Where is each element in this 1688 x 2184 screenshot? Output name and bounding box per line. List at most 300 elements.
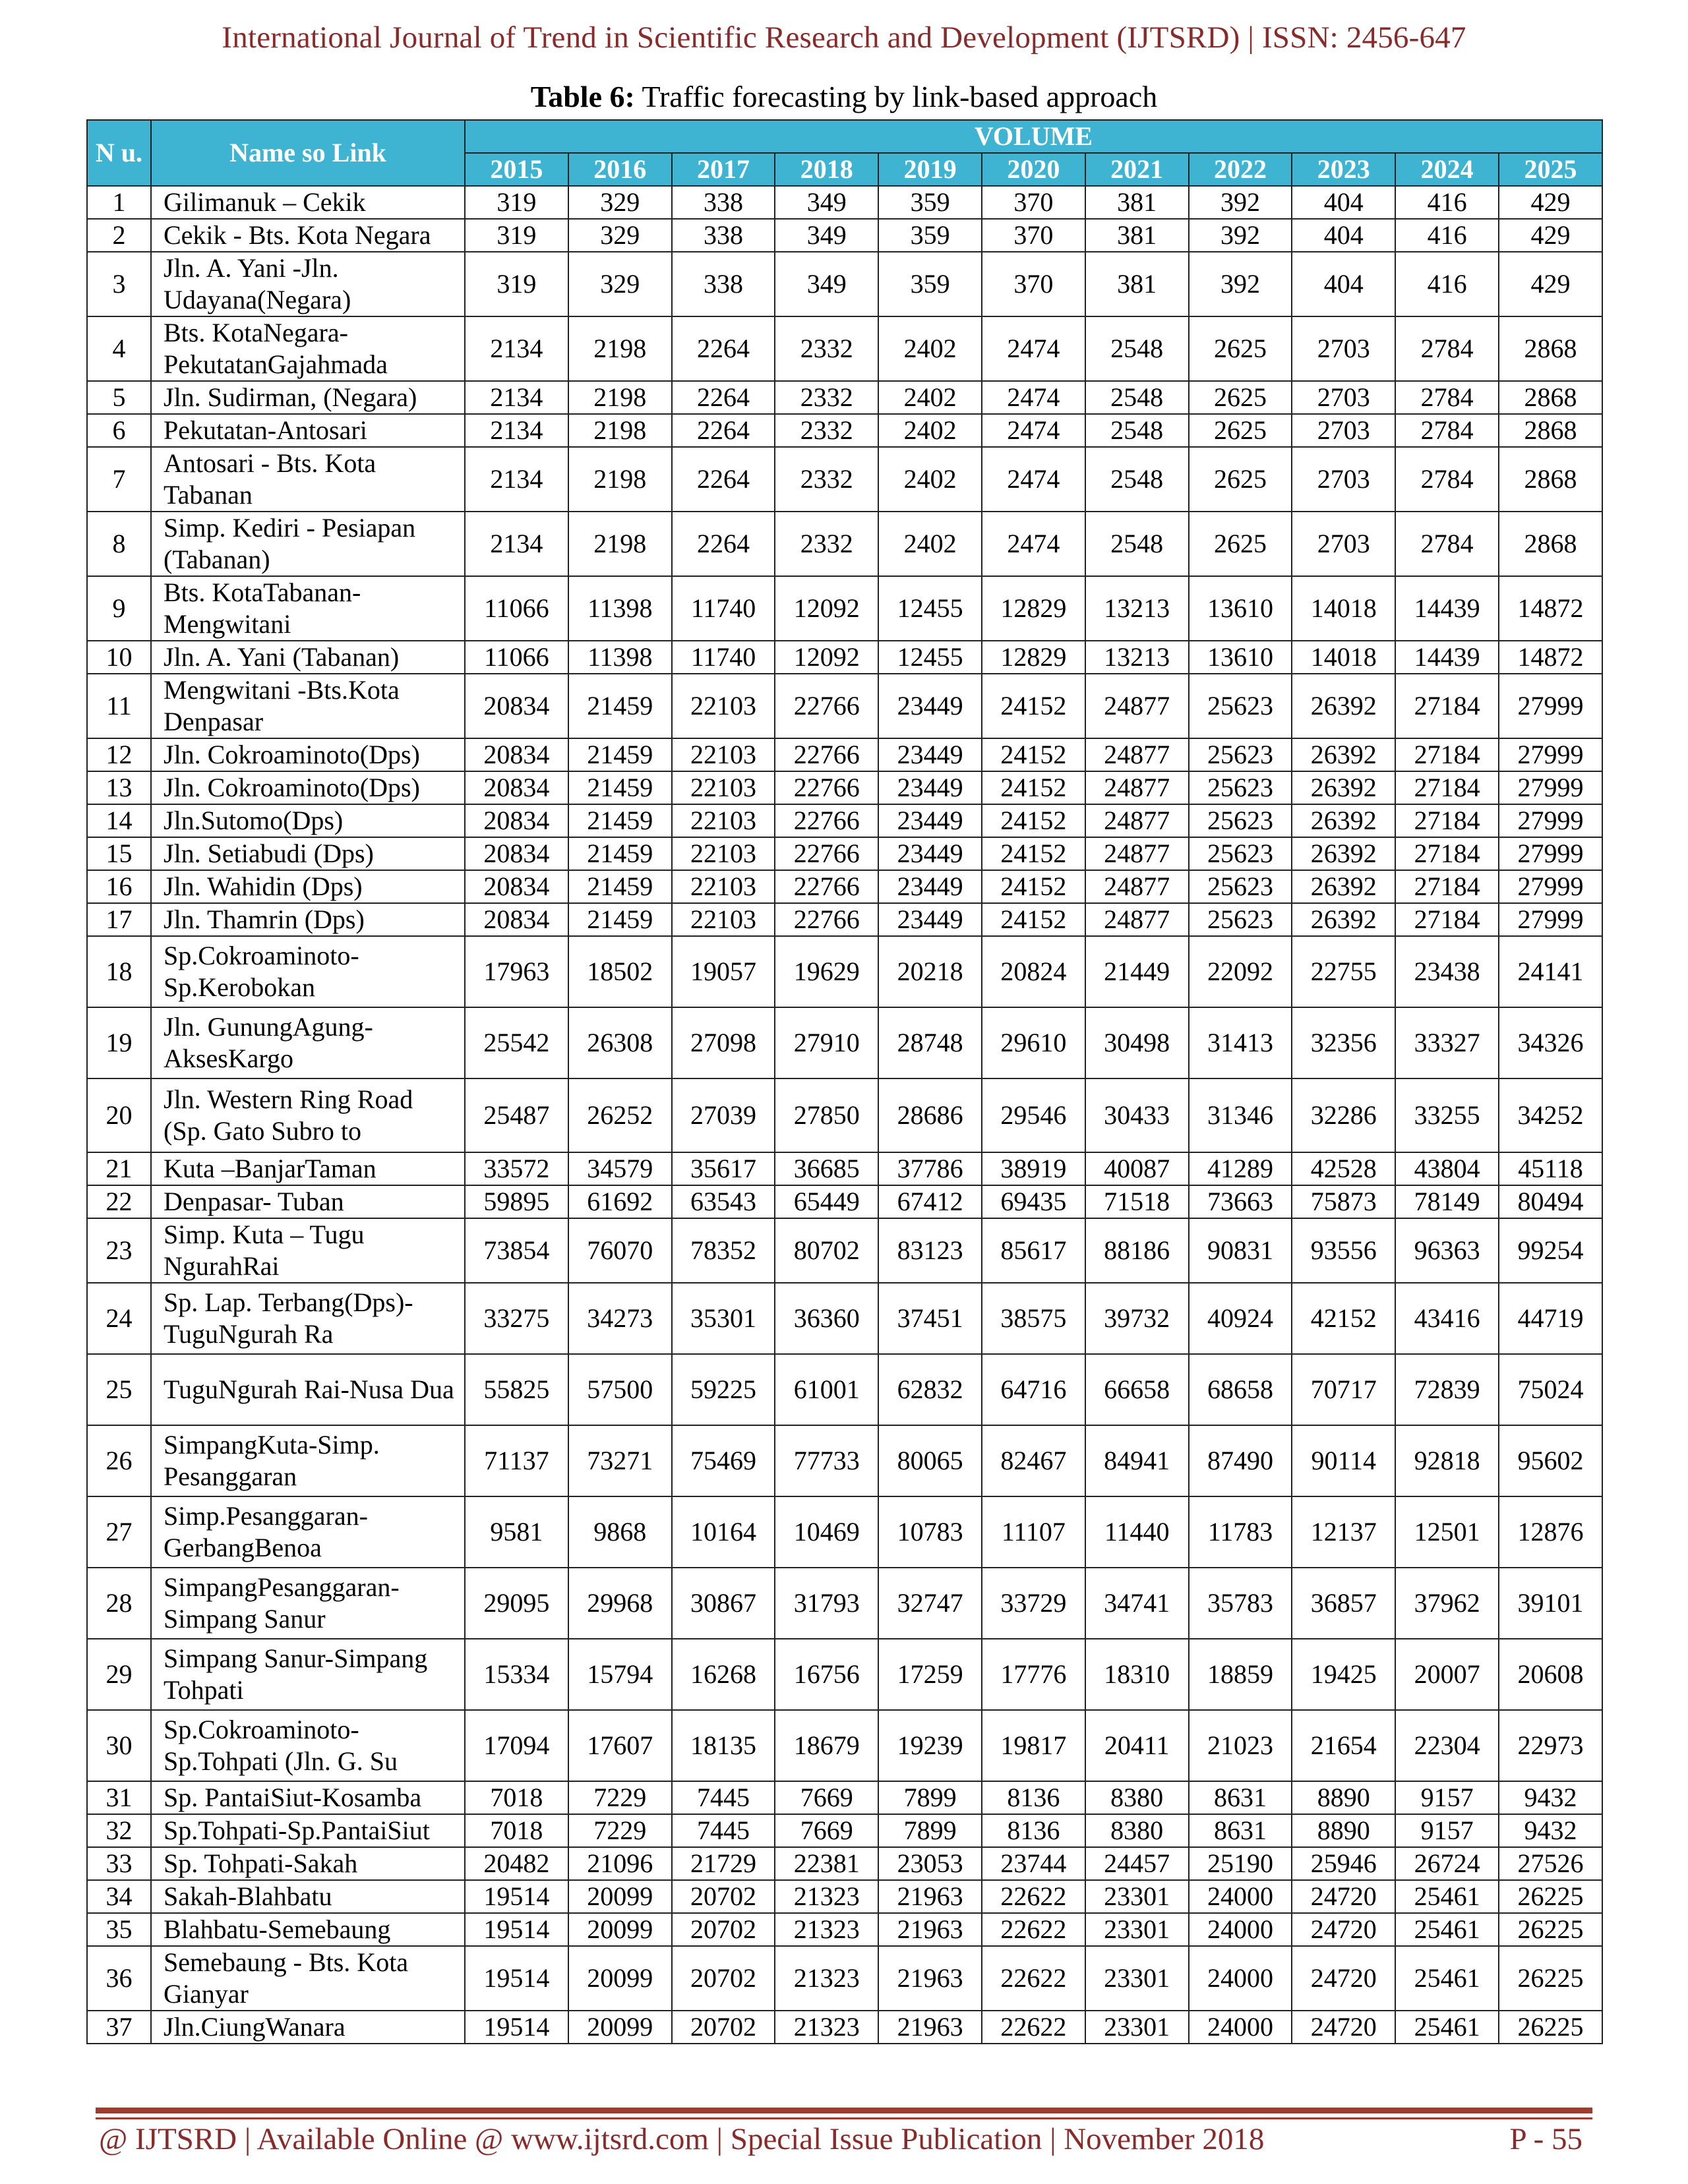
volume-cell: 35301 bbox=[672, 1283, 775, 1354]
year-header: 2021 bbox=[1085, 153, 1189, 186]
table-caption-text: Traffic forecasting by link-based approach bbox=[634, 80, 1158, 113]
volume-cell: 22766 bbox=[775, 738, 878, 771]
volume-cell: 59895 bbox=[465, 1185, 568, 1218]
volume-cell: 36685 bbox=[775, 1152, 878, 1185]
volume-cell: 25461 bbox=[1395, 1913, 1499, 1946]
volume-cell: 20099 bbox=[568, 1880, 672, 1913]
link-name: Gilimanuk – Cekik bbox=[151, 186, 465, 219]
volume-cell: 2625 bbox=[1189, 512, 1292, 576]
volume-cell: 26392 bbox=[1292, 674, 1395, 738]
volume-cell: 18135 bbox=[672, 1710, 775, 1781]
volume-cell: 90831 bbox=[1189, 1218, 1292, 1283]
volume-cell: 2134 bbox=[465, 447, 568, 512]
volume-cell: 73854 bbox=[465, 1218, 568, 1283]
volume-cell: 31413 bbox=[1189, 1007, 1292, 1078]
volume-cell: 26225 bbox=[1499, 1913, 1602, 1946]
volume-cell: 20411 bbox=[1085, 1710, 1189, 1781]
volume-cell: 9157 bbox=[1395, 1814, 1499, 1847]
volume-cell: 22092 bbox=[1189, 936, 1292, 1007]
table-caption bbox=[0, 79, 1688, 114]
volume-cell: 27999 bbox=[1499, 837, 1602, 870]
volume-cell: 20834 bbox=[465, 738, 568, 771]
volume-cell: 21449 bbox=[1085, 936, 1189, 1007]
volume-cell: 19239 bbox=[878, 1710, 982, 1781]
volume-cell: 39101 bbox=[1499, 1568, 1602, 1639]
row-number: 28 bbox=[87, 1568, 151, 1639]
row-number: 7 bbox=[87, 447, 151, 512]
row-number: 9 bbox=[87, 576, 151, 641]
row-number: 13 bbox=[87, 771, 151, 804]
volume-cell: 2784 bbox=[1395, 414, 1499, 447]
table-row bbox=[87, 1639, 1602, 1710]
volume-cell: 26392 bbox=[1292, 738, 1395, 771]
table-row bbox=[87, 1218, 1602, 1283]
link-name: Simp.Pesanggaran-GerbangBenoa bbox=[151, 1496, 465, 1568]
volume-cell: 21963 bbox=[878, 1913, 982, 1946]
volume-cell: 370 bbox=[982, 186, 1085, 219]
year-header: 2022 bbox=[1189, 153, 1292, 186]
volume-cell: 22766 bbox=[775, 870, 878, 903]
volume-cell: 24877 bbox=[1085, 804, 1189, 837]
volume-cell: 25623 bbox=[1189, 771, 1292, 804]
link-name: Jln. Setiabudi (Dps) bbox=[151, 837, 465, 870]
volume-cell: 9581 bbox=[465, 1496, 568, 1568]
row-number: 24 bbox=[87, 1283, 151, 1354]
volume-cell: 90114 bbox=[1292, 1425, 1395, 1496]
link-name: Jln.CiungWanara bbox=[151, 2011, 465, 2044]
volume-cell: 20007 bbox=[1395, 1639, 1499, 1710]
footer-rule bbox=[96, 2108, 1592, 2113]
volume-cell: 24152 bbox=[982, 804, 1085, 837]
volume-cell: 11440 bbox=[1085, 1496, 1189, 1568]
year-header: 2025 bbox=[1499, 153, 1602, 186]
volume-cell: 20218 bbox=[878, 936, 982, 1007]
volume-cell: 27184 bbox=[1395, 804, 1499, 837]
volume-cell: 26252 bbox=[568, 1078, 672, 1152]
volume-cell: 12137 bbox=[1292, 1496, 1395, 1568]
volume-cell: 13610 bbox=[1189, 576, 1292, 641]
table-row bbox=[87, 870, 1602, 903]
volume-cell: 2703 bbox=[1292, 381, 1395, 414]
table-body bbox=[87, 186, 1602, 2044]
volume-cell: 2548 bbox=[1085, 316, 1189, 381]
volume-cell: 21023 bbox=[1189, 1710, 1292, 1781]
volume-cell: 24877 bbox=[1085, 674, 1189, 738]
volume-cell: 392 bbox=[1189, 219, 1292, 252]
volume-cell: 32747 bbox=[878, 1568, 982, 1639]
volume-cell: 21459 bbox=[568, 771, 672, 804]
link-name: Jln. Cokroaminoto(Dps) bbox=[151, 771, 465, 804]
link-name: Blahbatu-Semebaung bbox=[151, 1913, 465, 1946]
volume-cell: 370 bbox=[982, 219, 1085, 252]
row-number: 1 bbox=[87, 186, 151, 219]
link-name: Sp.Tohpati-Sp.PantaiSiut bbox=[151, 1814, 465, 1847]
link-name: Simpang Sanur-Simpang Tohpati bbox=[151, 1639, 465, 1710]
volume-cell: 329 bbox=[568, 186, 672, 219]
traffic-forecast-table bbox=[86, 119, 1603, 2044]
row-number: 26 bbox=[87, 1425, 151, 1496]
volume-cell: 2868 bbox=[1499, 316, 1602, 381]
volume-cell: 21459 bbox=[568, 738, 672, 771]
volume-cell: 57500 bbox=[568, 1354, 672, 1425]
volume-cell: 13610 bbox=[1189, 641, 1292, 674]
volume-cell: 7229 bbox=[568, 1781, 672, 1814]
volume-cell: 32286 bbox=[1292, 1078, 1395, 1152]
row-number: 2 bbox=[87, 219, 151, 252]
volume-cell: 404 bbox=[1292, 186, 1395, 219]
volume-cell: 404 bbox=[1292, 252, 1395, 316]
volume-cell: 21459 bbox=[568, 674, 672, 738]
volume-cell: 8890 bbox=[1292, 1781, 1395, 1814]
volume-cell: 17259 bbox=[878, 1639, 982, 1710]
volume-cell: 25946 bbox=[1292, 1847, 1395, 1880]
volume-cell: 30867 bbox=[672, 1568, 775, 1639]
volume-cell: 24000 bbox=[1189, 1946, 1292, 2011]
volume-cell: 31793 bbox=[775, 1568, 878, 1639]
row-number: 12 bbox=[87, 738, 151, 771]
table-row bbox=[87, 1847, 1602, 1880]
volume-cell: 20834 bbox=[465, 804, 568, 837]
volume-cell: 22766 bbox=[775, 674, 878, 738]
table-row bbox=[87, 1946, 1602, 2011]
volume-cell: 22622 bbox=[982, 1880, 1085, 1913]
table-row bbox=[87, 186, 1602, 219]
volume-cell: 2703 bbox=[1292, 414, 1395, 447]
volume-cell: 26392 bbox=[1292, 870, 1395, 903]
volume-cell: 12876 bbox=[1499, 1496, 1602, 1568]
volume-cell: 77733 bbox=[775, 1425, 878, 1496]
volume-cell: 8136 bbox=[982, 1814, 1085, 1847]
volume-cell: 19514 bbox=[465, 2011, 568, 2044]
volume-cell: 24877 bbox=[1085, 738, 1189, 771]
year-header: 2020 bbox=[982, 153, 1085, 186]
volume-cell: 26225 bbox=[1499, 1880, 1602, 1913]
volume-cell: 80494 bbox=[1499, 1185, 1602, 1218]
year-header: 2018 bbox=[775, 153, 878, 186]
volume-cell: 27999 bbox=[1499, 903, 1602, 936]
volume-cell: 21963 bbox=[878, 2011, 982, 2044]
volume-cell: 31346 bbox=[1189, 1078, 1292, 1152]
volume-cell: 13213 bbox=[1085, 641, 1189, 674]
volume-cell: 22103 bbox=[672, 870, 775, 903]
table-row bbox=[87, 1568, 1602, 1639]
link-name: Cekik - Bts. Kota Negara bbox=[151, 219, 465, 252]
volume-cell: 27526 bbox=[1499, 1847, 1602, 1880]
volume-cell: 24000 bbox=[1189, 1880, 1292, 1913]
table-row bbox=[87, 316, 1602, 381]
volume-cell: 73663 bbox=[1189, 1185, 1292, 1218]
volume-cell: 22103 bbox=[672, 738, 775, 771]
volume-cell: 23301 bbox=[1085, 1946, 1189, 2011]
volume-cell: 338 bbox=[672, 219, 775, 252]
volume-cell: 24720 bbox=[1292, 1880, 1395, 1913]
volume-cell: 85617 bbox=[982, 1218, 1085, 1283]
volume-cell: 23438 bbox=[1395, 936, 1499, 1007]
volume-cell: 40087 bbox=[1085, 1152, 1189, 1185]
volume-cell: 22103 bbox=[672, 903, 775, 936]
volume-cell: 20834 bbox=[465, 771, 568, 804]
volume-cell: 2332 bbox=[775, 512, 878, 576]
volume-cell: 22973 bbox=[1499, 1710, 1602, 1781]
volume-cell: 25461 bbox=[1395, 1946, 1499, 2011]
volume-cell: 27999 bbox=[1499, 771, 1602, 804]
volume-cell: 66658 bbox=[1085, 1354, 1189, 1425]
volume-cell: 27098 bbox=[672, 1007, 775, 1078]
volume-cell: 11783 bbox=[1189, 1496, 1292, 1568]
volume-cell: 338 bbox=[672, 252, 775, 316]
volume-cell: 21729 bbox=[672, 1847, 775, 1880]
volume-cell: 11107 bbox=[982, 1496, 1085, 1568]
volume-cell: 23449 bbox=[878, 771, 982, 804]
volume-cell: 12455 bbox=[878, 641, 982, 674]
table-row bbox=[87, 381, 1602, 414]
volume-cell: 25461 bbox=[1395, 2011, 1499, 2044]
link-name: Antosari - Bts. Kota Tabanan bbox=[151, 447, 465, 512]
volume-cell: 329 bbox=[568, 219, 672, 252]
link-name: Jln. A. Yani (Tabanan) bbox=[151, 641, 465, 674]
row-number: 16 bbox=[87, 870, 151, 903]
row-number: 21 bbox=[87, 1152, 151, 1185]
volume-cell: 13213 bbox=[1085, 576, 1189, 641]
volume-cell: 20834 bbox=[465, 903, 568, 936]
volume-cell: 24152 bbox=[982, 674, 1085, 738]
volume-cell: 92818 bbox=[1395, 1425, 1499, 1496]
volume-cell: 63543 bbox=[672, 1185, 775, 1218]
volume-cell: 22103 bbox=[672, 804, 775, 837]
volume-cell: 68658 bbox=[1189, 1354, 1292, 1425]
volume-cell: 37786 bbox=[878, 1152, 982, 1185]
volume-cell: 2264 bbox=[672, 316, 775, 381]
volume-cell: 20834 bbox=[465, 837, 568, 870]
link-name: Jln.Sutomo(Dps) bbox=[151, 804, 465, 837]
volume-cell: 329 bbox=[568, 252, 672, 316]
row-number: 25 bbox=[87, 1354, 151, 1425]
volume-cell: 19514 bbox=[465, 1913, 568, 1946]
volume-cell: 20824 bbox=[982, 936, 1085, 1007]
volume-cell: 404 bbox=[1292, 219, 1395, 252]
footer-text: @ IJTSRD | Available Online @ www.ijtsrd.com | Special Issue Publication | November 2018 bbox=[99, 2122, 1265, 2156]
volume-cell: 12829 bbox=[982, 576, 1085, 641]
volume-cell: 17607 bbox=[568, 1710, 672, 1781]
volume-cell: 25623 bbox=[1189, 804, 1292, 837]
volume-cell: 33327 bbox=[1395, 1007, 1499, 1078]
volume-cell: 23449 bbox=[878, 804, 982, 837]
table-row bbox=[87, 1283, 1602, 1354]
volume-cell: 27850 bbox=[775, 1078, 878, 1152]
volume-cell: 11398 bbox=[568, 576, 672, 641]
row-number: 15 bbox=[87, 837, 151, 870]
volume-cell: 82467 bbox=[982, 1425, 1085, 1496]
volume-cell: 38919 bbox=[982, 1152, 1085, 1185]
volume-cell: 21323 bbox=[775, 1946, 878, 2011]
volume-cell: 14018 bbox=[1292, 641, 1395, 674]
volume-cell: 93556 bbox=[1292, 1218, 1395, 1283]
table-row bbox=[87, 674, 1602, 738]
volume-cell: 10469 bbox=[775, 1496, 878, 1568]
row-number: 8 bbox=[87, 512, 151, 576]
volume-cell: 2703 bbox=[1292, 447, 1395, 512]
volume-cell: 2625 bbox=[1189, 414, 1292, 447]
volume-cell: 2703 bbox=[1292, 512, 1395, 576]
row-number: 6 bbox=[87, 414, 151, 447]
link-name: TuguNgurah Rai-Nusa Dua bbox=[151, 1354, 465, 1425]
volume-cell: 2402 bbox=[878, 447, 982, 512]
volume-cell: 33255 bbox=[1395, 1078, 1499, 1152]
volume-cell: 2548 bbox=[1085, 414, 1189, 447]
volume-cell: 24720 bbox=[1292, 2011, 1395, 2044]
table-row bbox=[87, 1152, 1602, 1185]
volume-cell: 34741 bbox=[1085, 1568, 1189, 1639]
year-header: 2016 bbox=[568, 153, 672, 186]
journal-header: International Journal of Trend in Scientific Research and Development (IJTSRD) | ISSN: 2456-647 bbox=[222, 20, 1466, 55]
volume-cell: 25623 bbox=[1189, 903, 1292, 936]
volume-cell: 87490 bbox=[1189, 1425, 1292, 1496]
year-header: 2024 bbox=[1395, 153, 1499, 186]
volume-cell: 359 bbox=[878, 219, 982, 252]
volume-cell: 2474 bbox=[982, 447, 1085, 512]
row-number: 29 bbox=[87, 1639, 151, 1710]
volume-cell: 19425 bbox=[1292, 1639, 1395, 1710]
volume-cell: 23449 bbox=[878, 738, 982, 771]
volume-cell: 2548 bbox=[1085, 381, 1189, 414]
table-row bbox=[87, 1078, 1602, 1152]
volume-cell: 33572 bbox=[465, 1152, 568, 1185]
volume-cell: 24152 bbox=[982, 870, 1085, 903]
volume-cell: 24877 bbox=[1085, 771, 1189, 804]
volume-cell: 416 bbox=[1395, 252, 1499, 316]
table-row bbox=[87, 576, 1602, 641]
volume-cell: 14872 bbox=[1499, 641, 1602, 674]
table-row bbox=[87, 512, 1602, 576]
link-name: Jln. Thamrin (Dps) bbox=[151, 903, 465, 936]
volume-cell: 84941 bbox=[1085, 1425, 1189, 1496]
volume-cell: 16268 bbox=[672, 1639, 775, 1710]
year-header: 2019 bbox=[878, 153, 982, 186]
volume-cell: 27999 bbox=[1499, 738, 1602, 771]
link-name: Sp.Cokroaminoto-Sp.Kerobokan bbox=[151, 936, 465, 1007]
volume-cell: 59225 bbox=[672, 1354, 775, 1425]
volume-cell: 14018 bbox=[1292, 576, 1395, 641]
volume-cell: 2198 bbox=[568, 512, 672, 576]
link-name: Sp. Lap. Terbang(Dps)-TuguNgurah Ra bbox=[151, 1283, 465, 1354]
volume-cell: 71518 bbox=[1085, 1185, 1189, 1218]
volume-cell: 24152 bbox=[982, 771, 1085, 804]
volume-cell: 11740 bbox=[672, 576, 775, 641]
volume-cell: 20702 bbox=[672, 1880, 775, 1913]
column-header-volume: VOLUME bbox=[465, 120, 1602, 153]
volume-cell: 2264 bbox=[672, 447, 775, 512]
volume-cell: 26392 bbox=[1292, 903, 1395, 936]
volume-cell: 70717 bbox=[1292, 1354, 1395, 1425]
page-number: P - 55 bbox=[1509, 2122, 1582, 2156]
row-number: 33 bbox=[87, 1847, 151, 1880]
row-number: 30 bbox=[87, 1710, 151, 1781]
volume-cell: 99254 bbox=[1499, 1218, 1602, 1283]
volume-cell: 381 bbox=[1085, 219, 1189, 252]
volume-cell: 75024 bbox=[1499, 1354, 1602, 1425]
volume-cell: 22622 bbox=[982, 1946, 1085, 2011]
volume-cell: 24877 bbox=[1085, 870, 1189, 903]
volume-cell: 14872 bbox=[1499, 576, 1602, 641]
volume-cell: 7899 bbox=[878, 1781, 982, 1814]
volume-cell: 2784 bbox=[1395, 316, 1499, 381]
volume-cell: 12501 bbox=[1395, 1496, 1499, 1568]
volume-cell: 2134 bbox=[465, 512, 568, 576]
link-name: Jln. GunungAgung-AksesKargo bbox=[151, 1007, 465, 1078]
link-name: SimpangPesanggaran-Simpang Sanur bbox=[151, 1568, 465, 1639]
volume-cell: 80702 bbox=[775, 1218, 878, 1283]
volume-cell: 43416 bbox=[1395, 1283, 1499, 1354]
volume-cell: 67412 bbox=[878, 1185, 982, 1218]
volume-cell: 22766 bbox=[775, 771, 878, 804]
volume-cell: 23053 bbox=[878, 1847, 982, 1880]
volume-cell: 78149 bbox=[1395, 1185, 1499, 1218]
volume-cell: 2868 bbox=[1499, 447, 1602, 512]
table-row bbox=[87, 903, 1602, 936]
volume-cell: 20099 bbox=[568, 1946, 672, 2011]
volume-cell: 45118 bbox=[1499, 1152, 1602, 1185]
volume-cell: 2332 bbox=[775, 414, 878, 447]
table-row bbox=[87, 1710, 1602, 1781]
volume-cell: 22766 bbox=[775, 804, 878, 837]
volume-cell: 319 bbox=[465, 186, 568, 219]
volume-cell: 2402 bbox=[878, 414, 982, 447]
volume-cell: 2264 bbox=[672, 414, 775, 447]
volume-cell: 43804 bbox=[1395, 1152, 1499, 1185]
table-row bbox=[87, 447, 1602, 512]
volume-cell: 55825 bbox=[465, 1354, 568, 1425]
volume-cell: 24152 bbox=[982, 903, 1085, 936]
volume-cell: 22103 bbox=[672, 674, 775, 738]
link-name: Simp. Kuta – Tugu NgurahRai bbox=[151, 1218, 465, 1283]
volume-cell: 62832 bbox=[878, 1354, 982, 1425]
volume-cell: 25623 bbox=[1189, 738, 1292, 771]
table-row bbox=[87, 1185, 1602, 1218]
volume-cell: 11066 bbox=[465, 641, 568, 674]
row-number: 18 bbox=[87, 936, 151, 1007]
volume-cell: 9432 bbox=[1499, 1814, 1602, 1847]
link-name: Bts. KotaNegara-PekutatanGajahmada bbox=[151, 316, 465, 381]
volume-cell: 78352 bbox=[672, 1218, 775, 1283]
volume-cell: 17094 bbox=[465, 1710, 568, 1781]
table-row bbox=[87, 641, 1602, 674]
volume-cell: 73271 bbox=[568, 1425, 672, 1496]
volume-cell: 76070 bbox=[568, 1218, 672, 1283]
volume-cell: 370 bbox=[982, 252, 1085, 316]
volume-cell: 11398 bbox=[568, 641, 672, 674]
volume-cell: 41289 bbox=[1189, 1152, 1292, 1185]
volume-cell: 9432 bbox=[1499, 1781, 1602, 1814]
volume-cell: 27184 bbox=[1395, 674, 1499, 738]
volume-cell: 2332 bbox=[775, 316, 878, 381]
volume-cell: 429 bbox=[1499, 186, 1602, 219]
volume-cell: 349 bbox=[775, 219, 878, 252]
volume-cell: 11740 bbox=[672, 641, 775, 674]
volume-cell: 18679 bbox=[775, 1710, 878, 1781]
volume-cell: 30433 bbox=[1085, 1078, 1189, 1152]
volume-cell: 15334 bbox=[465, 1639, 568, 1710]
table-row bbox=[87, 414, 1602, 447]
volume-cell: 21963 bbox=[878, 1946, 982, 2011]
volume-cell: 23449 bbox=[878, 837, 982, 870]
volume-cell: 20099 bbox=[568, 2011, 672, 2044]
volume-cell: 95602 bbox=[1499, 1425, 1602, 1496]
volume-cell: 34252 bbox=[1499, 1078, 1602, 1152]
volume-cell: 359 bbox=[878, 252, 982, 316]
footer-rule-thin bbox=[96, 2117, 1592, 2119]
volume-cell: 8631 bbox=[1189, 1814, 1292, 1847]
volume-cell: 19629 bbox=[775, 936, 878, 1007]
